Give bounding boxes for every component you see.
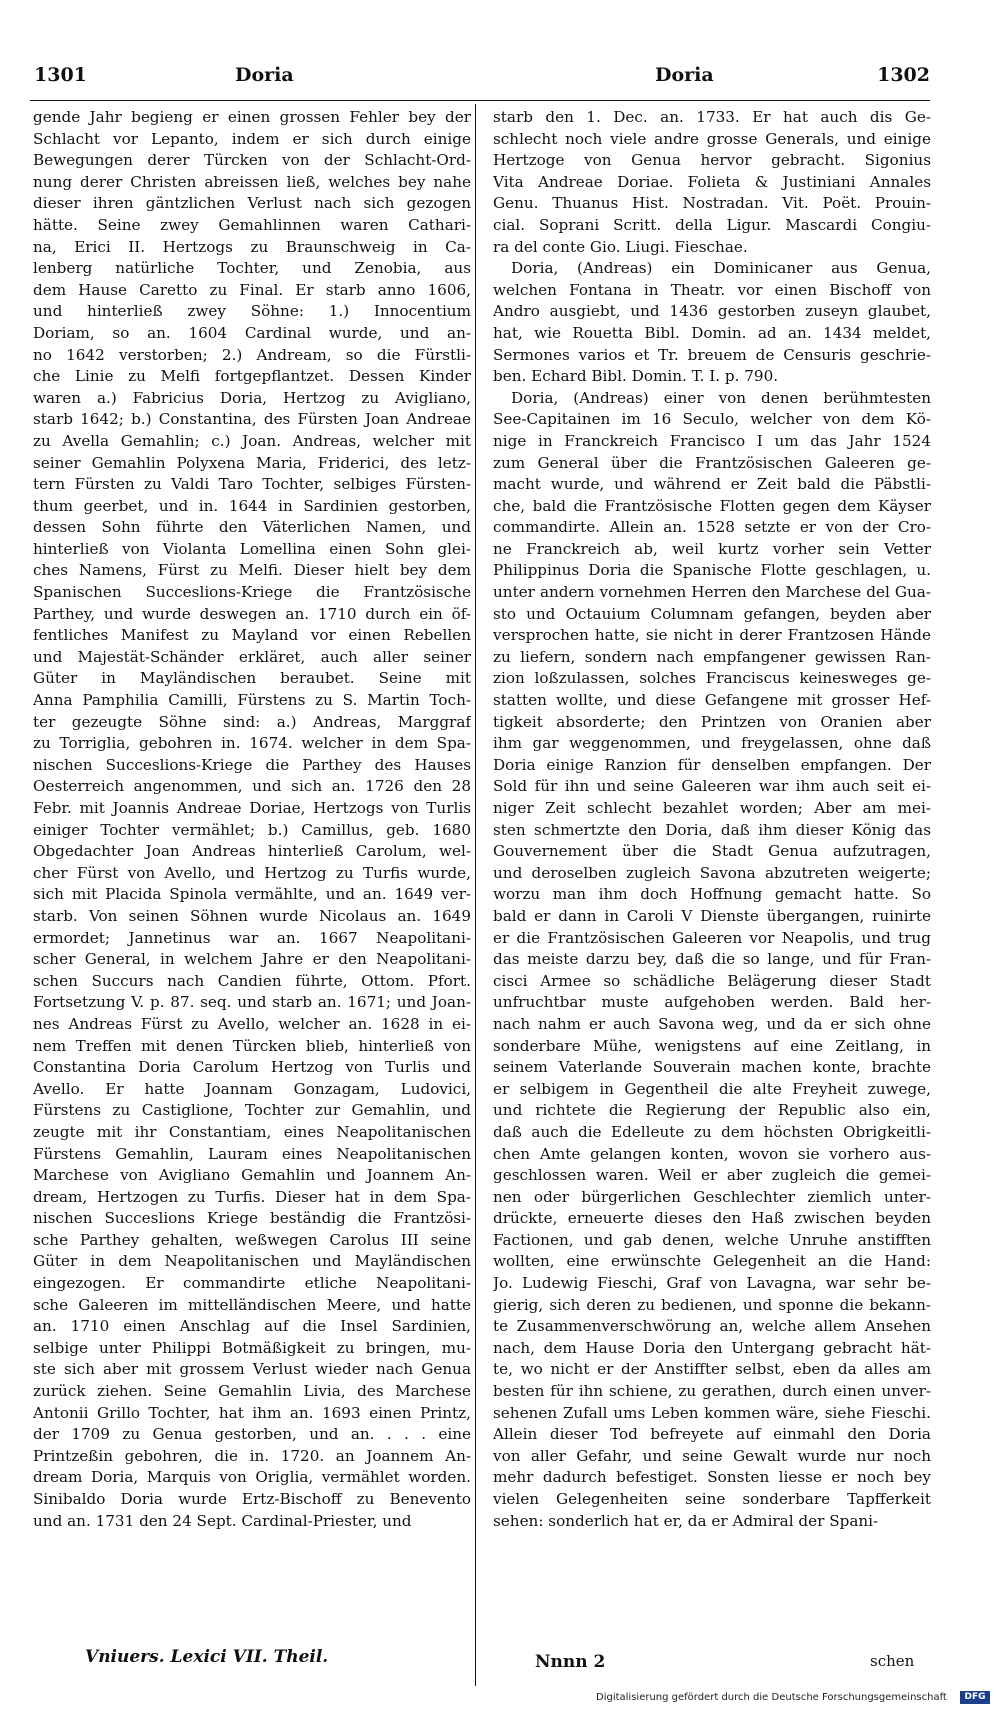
text-line: Fortsetzung V. p. 87. seq. und starb an. 1671; und Joan- bbox=[33, 993, 471, 1012]
text-line: vielen Gelegenheiten seine sonderbare Tapfferkeit bbox=[493, 1490, 931, 1508]
text-line: Jo. Ludewig Fieschi, Graf von Lavagna, war sehr be- bbox=[493, 1274, 931, 1293]
text-line: zum General über die Frantzösischen Galeeren ge- bbox=[493, 453, 931, 472]
text-line: Doriam, so an. 1604 Cardinal wurde, und an- bbox=[33, 323, 471, 342]
text-line: Parthey, und wurde deswegen an. 1710 durch ein öf- bbox=[33, 604, 471, 623]
text-line: dem Hause Caretto zu Final. Er starb anno 1606, bbox=[33, 280, 471, 299]
text-line: che, bald die Frantzösische Flotten gegen dem Käyser bbox=[493, 496, 931, 515]
text-line: Anna Pamphilia Camilli, Fürstens zu S. Martin Toch- bbox=[33, 691, 471, 710]
text-line: zion loßzulassen, solches Franciscus keinesweges ge- bbox=[493, 669, 931, 688]
text-line: sche Galeeren im mittelländischen Meere, und hatte bbox=[33, 1295, 471, 1314]
text-line: Constantina Doria Carolum Hertzog von Turlis und bbox=[33, 1058, 471, 1077]
text-line: eingezogen. Er commandirte etliche Neapolitani- bbox=[33, 1274, 471, 1293]
text-line: hat, wie Rouetta Bibl. Domin. ad an. 1434 meldet, bbox=[493, 323, 931, 342]
text-line: Hertzoge von Genua hervor gebracht. Sigonius bbox=[493, 151, 931, 170]
text-line: und deroselben zugleich Savona abzutreten weigerte; bbox=[493, 863, 931, 882]
left-running-head: Doria bbox=[235, 64, 294, 86]
text-line: Avello. Er hatte Joannam Gonzagam, Ludovici, bbox=[33, 1079, 471, 1098]
text-line: no 1642 verstorben; 2.) Andream, so die Fürstli- bbox=[33, 345, 471, 364]
right-page-number: 1302 bbox=[877, 64, 930, 86]
text-line: Güter in dem Neapolitanischen und Mayländischen bbox=[33, 1252, 471, 1271]
text-line: Güter in Mayländischen beraubet. Seine mit bbox=[33, 669, 471, 688]
text-line: hinterließ von Violanta Lomellina einen Sohn glei- bbox=[33, 539, 471, 558]
text-line: sten schmertzte den Doria, daß ihm dieser König das bbox=[493, 820, 931, 839]
text-line: Sermones varios et Tr. breuem de Censuris geschrie- bbox=[493, 345, 931, 364]
text-line: von aller Gefahr, und seine Gewalt wurde nur noch bbox=[493, 1446, 931, 1465]
text-line: zurück ziehen. Seine Gemahlin Livia, des Marchese bbox=[33, 1382, 471, 1401]
text-line: an. 1710 einen Anschlag auf die Insel Sardinien, bbox=[33, 1317, 471, 1336]
text-line: worzu man ihm doch Hoffnung gemacht hatte. So bbox=[493, 885, 931, 904]
footer-signature-mark: Nnnn 2 bbox=[535, 1652, 606, 1672]
text-line: sto und Octauium Columnam gefangen, beyden aber bbox=[493, 604, 931, 623]
text-line: niger Zeit schlecht bezahlet worden; Aber am mei- bbox=[493, 799, 931, 817]
text-line: tern Fürsten zu Valdi Taro Tochter, selbiges Fürsten- bbox=[33, 475, 471, 494]
text-line: das meiste darzu bey, daß die so lange, und für Fran- bbox=[493, 950, 931, 969]
text-line: Fürstens Gemahlin, Lauram eines Neapolitanischen bbox=[33, 1144, 471, 1163]
text-line: selbige unter Philippi Botmäßigkeit zu bringen, mu- bbox=[33, 1338, 471, 1357]
text-line: mehr dadurch befestiget. Sonsten liesse er noch bey bbox=[493, 1468, 931, 1487]
text-line: Philippinus Doria die Spanische Flotte geschlagen, u. bbox=[493, 561, 931, 580]
text-line: waren a.) Fabricius Doria, Hertzog zu Avigliano, bbox=[33, 388, 471, 407]
text-line: Allein dieser Tod befreyete auf einmahl den Doria bbox=[493, 1425, 931, 1444]
text-line: schlecht noch viele andre grosse Generals, und einige bbox=[493, 129, 931, 148]
text-line: scher General, in welchem Jahre er den Neapolitani- bbox=[33, 950, 471, 969]
text-line: Antonii Grillo Tochter, hat ihm an. 1693 einen Printz, bbox=[33, 1403, 471, 1422]
text-line: Printzeßin gebohren, die in. 1720. an Joannem An- bbox=[33, 1446, 471, 1465]
text-line: chen Amte gelangen konten, wovon sie vorhero aus- bbox=[493, 1144, 931, 1163]
text-line: er die Frantzösischen Galeeren vor Neapolis, und trug bbox=[493, 928, 931, 947]
text-line: ihm gar weggenommen, und freygelassen, ohne daß bbox=[493, 734, 931, 753]
text-line: Sold für ihn und seine Galeeren war ihm auch seit ei- bbox=[493, 777, 931, 796]
text-line: commandirte. Allein an. 1528 setzte er von der Cro- bbox=[493, 518, 931, 537]
text-line: welchen Fontana in Theatr. vor einen Bischoff von bbox=[493, 280, 931, 299]
text-line: ben. Echard Bibl. Domin. T. I. p. 790. bbox=[493, 367, 779, 386]
text-line: und Majestät-Schänder erkläret, auch aller seiner bbox=[33, 647, 471, 666]
text-line: sich mit Placida Spinola vermählte, und an. 1649 ver- bbox=[33, 885, 471, 904]
text-line: macht wurde, und während er Zeit bald die Päbstli- bbox=[493, 475, 931, 494]
text-line: che Linie zu Melfi fortgepflantzet. Dessen Kinder bbox=[33, 367, 471, 386]
text-line: Spanischen Succeslions-Kriege die Frantzösische bbox=[33, 583, 471, 602]
text-line: seinem Vaterlande Souverain machen konte, brachte bbox=[493, 1058, 931, 1077]
text-line: Marchese von Avigliano Gemahlin und Joannem An- bbox=[33, 1166, 471, 1185]
text-line: nach, dem Hause Doria den Untergang gebracht hät- bbox=[493, 1338, 931, 1357]
text-line: Sinibaldo Doria wurde Ertz-Bischoff zu Benevento bbox=[33, 1490, 471, 1508]
text-line: nige in Franckreich Franciscо I um das Jahr 1524 bbox=[493, 431, 931, 450]
text-line: ste sich aber mit grossem Verlust wieder nach Genua bbox=[33, 1360, 471, 1379]
text-line: te, wo nicht er der Anstiffter selbst, eben da alles am bbox=[493, 1360, 931, 1379]
text-line: cial. Soprani Scritt. della Ligur. Mascardi Congiu- bbox=[493, 215, 931, 234]
digitization-credit: Digitalisierung gefördert durch die Deutsche Forschungsgemeinschaft bbox=[596, 1692, 947, 1703]
text-line: hätte. Seine zwey Gemahlinnen waren Cathari- bbox=[33, 215, 471, 234]
header-rule bbox=[30, 100, 930, 101]
left-text-column bbox=[33, 107, 471, 1532]
text-line: fentliches Manifest zu Mayland vor einen Rebellen bbox=[33, 626, 471, 645]
text-line: dream, Hertzogen zu Turfis. Dieser hat in dem Spa- bbox=[33, 1187, 471, 1206]
page-header bbox=[30, 64, 930, 98]
text-line: Doria, (Andreas) ein Dominicaner aus Genua, bbox=[511, 259, 931, 278]
text-line: nischen Succeslions-Kriege die Parthey des Hauses bbox=[33, 755, 471, 774]
text-line: nes Andreas Fürst zu Avello, welcher an. 1628 in ei- bbox=[33, 1014, 471, 1033]
text-line: Bewegungen derer Türcken von der Schlacht-Ord- bbox=[33, 151, 471, 170]
text-line: zu Avella Gemahlin; c.) Joan. Andreas, welcher mit bbox=[33, 431, 471, 450]
text-line: statten wollte, und diese Gefangene mit grosser Hef- bbox=[493, 691, 931, 710]
text-line: cisci Armee so schädliche Belägerung dieser Stadt bbox=[493, 971, 931, 990]
text-line: zeugte mit ihr Constantiam, eines Neapolitanischen bbox=[33, 1122, 471, 1141]
text-line: er selbigem in Gegentheil die alte Freyheit zuwege, bbox=[493, 1079, 931, 1098]
text-line: Vita Andreae Doriae. Folieta & Justiniani Annales bbox=[493, 172, 931, 191]
text-line: daß auch die Edelleute zu dem höchsten Obrigkeitli- bbox=[493, 1122, 931, 1141]
text-line: Schlacht vor Lepanto, indem er sich durch einige bbox=[33, 129, 471, 148]
text-line: Factionen, und gab denen, welche Unruhe anstifften bbox=[493, 1230, 931, 1249]
text-line: Fürstens zu Castiglione, Tochter zur Gemahlin, und bbox=[33, 1101, 471, 1120]
text-line: ches Namens, Fürst zu Melfi. Dieser hielt bey dem bbox=[33, 561, 471, 580]
text-line: Andro ausgiebt, und 1436 gestorben zuseyn glaubet, bbox=[493, 302, 931, 321]
text-line: dessen Sohn führte den Väterlichen Namen, und bbox=[33, 518, 471, 537]
text-line: sche Parthey gehalten, weßwegen Carolus III seine bbox=[33, 1230, 471, 1249]
text-line: ermordet; Jannetinus war an. 1667 Neapolitani- bbox=[33, 928, 471, 947]
text-line: Oesterreich angenommen, und sich an. 1726 den 28 bbox=[33, 777, 471, 796]
text-line: Genu. Thuanus Hist. Nostradan. Vit. Poët. Prouin- bbox=[493, 194, 931, 213]
text-line: gierig, sich deren zu bedienen, und sponne die bekann- bbox=[493, 1295, 931, 1314]
text-line: nischen Succeslions Kriege beständig die Frantzösi- bbox=[33, 1209, 471, 1228]
right-running-head: Doria bbox=[655, 64, 714, 86]
text-line: besten für ihn schiene, zu gerathen, durch einen unver- bbox=[493, 1382, 931, 1401]
text-line: unter andern vornehmen Herren den Marchese del Gua- bbox=[493, 583, 931, 602]
footer-volume-note: Vniuers. Lexici VII. Theil. bbox=[85, 1647, 329, 1667]
text-line: seiner Gemahlin Polyxena Maria, Friderici, des letz- bbox=[33, 453, 471, 472]
column-divider bbox=[475, 104, 476, 1686]
text-line: thum geerbet, und in. 1644 in Sardinien gestorben, bbox=[33, 496, 471, 515]
text-line: Doria, (Andreas) einer von denen berühmtesten bbox=[511, 388, 931, 407]
text-line: starb 1642; b.) Constantina, des Fürsten Joan Andreae bbox=[33, 410, 471, 429]
text-line: sonderbare Mühe, wenigstens auf eine Zeitlang, in bbox=[493, 1036, 931, 1055]
text-line: nem Treffen mit denen Türcken blieb, hinterließ von bbox=[33, 1036, 471, 1055]
text-line: und hinterließ zwey Söhne: 1.) Innocentium bbox=[33, 302, 471, 321]
right-text-column bbox=[493, 107, 931, 1532]
text-line: gende Jahr begieng er einen grossen Fehler bey der bbox=[33, 108, 471, 126]
text-line: geschlossen waren. Weil er aber zugleich die gemei- bbox=[493, 1166, 931, 1185]
text-line: dieser ihren gäntzlichen Verlust nach sich gezogen bbox=[33, 194, 471, 213]
text-line: sehenen Zufall ums Leben kommen wäre, siehe Fieschi. bbox=[493, 1403, 931, 1422]
footer-catchword: schen bbox=[870, 1652, 915, 1670]
text-line: schen Succurs nach Candien führte, Ottom. Pfort. bbox=[33, 971, 471, 990]
text-line: zu Torriglia, gebohren in. 1674. welcher in dem Spa- bbox=[33, 734, 471, 753]
text-line: drückte, erneuerte dieses den Haß zwischen beyden bbox=[493, 1209, 931, 1228]
text-line: zu liefern, sondern nach empfangener gewissen Ran- bbox=[493, 647, 931, 666]
text-line: cher Fürst von Avello, und Hertzog zu Turfis wurde, bbox=[33, 863, 471, 882]
text-line: bald er dann in Caroli V Dienste übergangen, ruinirte bbox=[493, 906, 931, 925]
text-line: sehen: sonderlich hat er, da er Admiral der Spani- bbox=[493, 1511, 879, 1530]
dfg-logo: DFG bbox=[960, 1691, 990, 1704]
text-line: Doria einige Ranzion für denselben empfangen. Der bbox=[493, 755, 931, 774]
text-line: starb. Von seinen Söhnen wurde Nicolaus an. 1649 bbox=[33, 906, 471, 925]
text-line: tigkeit absorderte; den Printzen von Oranien aber bbox=[493, 712, 931, 731]
text-line: Febr. mit Joannis Andreae Doriae, Hertzogs von Turlis bbox=[33, 799, 471, 817]
text-line: der 1709 zu Genua gestorben, und an. . . . eine bbox=[33, 1425, 471, 1444]
text-line: und an. 1731 den 24 Sept. Cardinal-Priester, und bbox=[33, 1511, 412, 1530]
text-line: und richtete die Regierung der Republic also ein, bbox=[493, 1101, 931, 1120]
text-line: ter gezeugte Söhne sind: a.) Andreas, Marggraf bbox=[33, 712, 471, 731]
text-line: nen oder bürgerlichen Geschlechter ziemlich unter- bbox=[493, 1187, 931, 1206]
text-line: nach nahm er auch Savona weg, und da er sich ohne bbox=[493, 1014, 931, 1033]
text-line: einiger Tochter vermählet; b.) Camillus, geb. 1680 bbox=[33, 820, 471, 839]
text-line: unfruchtbar muste aufgehoben werden. Bald her- bbox=[493, 993, 931, 1012]
text-line: dream Doria, Marquis von Origlia, vermählet worden. bbox=[33, 1468, 471, 1487]
text-line: See-Capitainen im 16 Seculo, welcher von dem Kö- bbox=[493, 410, 931, 429]
text-line: nung derer Christen abreissen ließ, welches bey nahe bbox=[33, 172, 471, 191]
text-line: starb den 1. Dec. an. 1733. Er hat auch dis Ge- bbox=[493, 108, 931, 126]
text-line: lenberg natürliche Tochter, und Zenobia, aus bbox=[33, 259, 471, 278]
text-line: Gouvernement über die Stadt Genua aufzutragen, bbox=[493, 842, 931, 861]
text-line: Obgedachter Joan Andreas hinterließ Carolum, wel- bbox=[33, 842, 471, 861]
text-line: ne Franckreich ab, weil kurtz vorher sein Vetter bbox=[493, 539, 931, 558]
text-line: na, Erici II. Hertzogs zu Braunschweig in Ca- bbox=[33, 237, 471, 256]
text-line: te Zusammenverschwörung an, welche allem Ansehen bbox=[493, 1317, 931, 1336]
text-line: versprochen hatte, sie nicht in derer Frantzosen Hände bbox=[493, 626, 931, 645]
text-line: ra del conte Gio. Liugi. Fieschae. bbox=[493, 237, 748, 256]
text-line: wollten, eine erwünschte Gelegenheit an die Hand: bbox=[493, 1252, 931, 1271]
left-page-number: 1301 bbox=[34, 64, 87, 86]
